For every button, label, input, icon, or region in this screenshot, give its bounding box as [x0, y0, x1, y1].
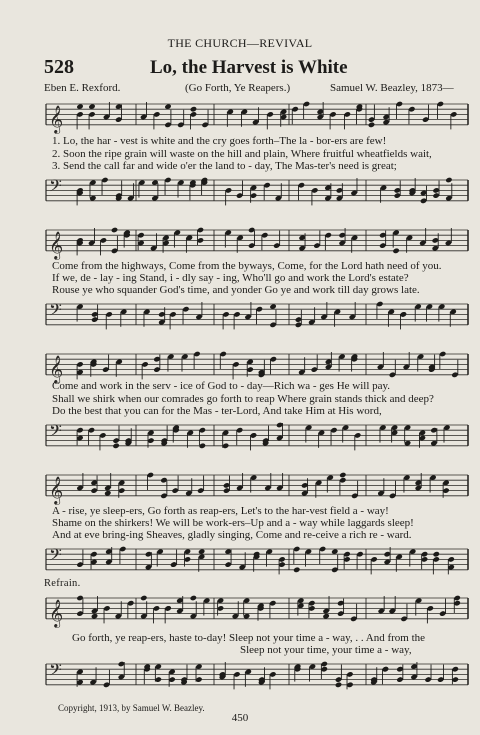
note — [201, 110, 208, 128]
note — [190, 595, 197, 620]
note — [153, 111, 160, 129]
note — [161, 426, 168, 447]
refrain-label: Refrain. — [44, 578, 81, 589]
note — [308, 600, 315, 618]
note — [389, 596, 396, 614]
note — [342, 424, 349, 442]
note — [389, 481, 396, 499]
note — [409, 548, 416, 566]
treble-staff — [44, 590, 472, 636]
note — [100, 237, 107, 255]
clef-icon: 𝄞 — [49, 598, 64, 627]
note — [101, 177, 108, 195]
note — [339, 472, 346, 495]
note — [351, 235, 358, 253]
note — [190, 106, 197, 129]
note — [153, 605, 160, 623]
note — [394, 181, 401, 199]
note — [379, 231, 386, 249]
note — [370, 667, 377, 685]
note — [315, 480, 322, 498]
note — [253, 551, 260, 572]
note — [432, 181, 439, 199]
note — [252, 107, 259, 125]
note — [442, 480, 449, 498]
note — [250, 474, 257, 492]
note — [233, 671, 240, 689]
lyric-line: Shame on the shirkers! We will be work-ers–Up and a - way while laggards sleep! — [52, 517, 414, 529]
note — [198, 548, 205, 571]
note — [88, 427, 95, 445]
note — [256, 306, 263, 324]
note — [419, 228, 426, 246]
note — [453, 595, 460, 613]
note — [138, 179, 145, 197]
note — [239, 552, 246, 570]
bass-staff — [44, 296, 472, 342]
note — [147, 430, 154, 448]
note — [115, 181, 122, 202]
note — [76, 187, 83, 205]
note — [445, 177, 452, 202]
note — [137, 232, 144, 250]
note — [219, 662, 226, 680]
note — [334, 309, 341, 327]
note — [160, 477, 167, 499]
note — [267, 111, 274, 129]
note — [319, 546, 326, 564]
note — [415, 597, 422, 615]
bass-staff — [44, 417, 472, 463]
note — [350, 604, 357, 622]
note — [305, 424, 312, 442]
note — [438, 303, 445, 321]
lyric-line: Sleep not your time, your time a - way, — [240, 644, 412, 656]
note — [169, 311, 176, 329]
note — [203, 597, 210, 615]
note — [389, 360, 396, 378]
note — [185, 478, 192, 496]
clef-icon: 𝄢 — [49, 544, 62, 569]
note — [222, 311, 229, 329]
note — [153, 355, 160, 373]
note — [222, 430, 229, 449]
note — [346, 671, 353, 689]
note — [410, 662, 417, 680]
bass-staff — [44, 656, 472, 702]
note — [140, 102, 147, 120]
note — [420, 186, 427, 204]
note — [313, 231, 320, 249]
note — [309, 663, 316, 681]
note — [384, 547, 391, 565]
lyric-line: Do the best that you can for the Mas - ter-Lord, And take Him at His word, — [52, 405, 382, 417]
note — [76, 303, 83, 321]
note — [269, 671, 276, 689]
note — [298, 182, 305, 200]
note — [112, 426, 119, 449]
note — [311, 355, 318, 373]
note — [187, 430, 194, 448]
note — [225, 187, 232, 205]
note — [449, 309, 456, 327]
note — [90, 359, 97, 377]
note — [224, 548, 231, 567]
note — [123, 229, 130, 247]
note — [195, 663, 202, 682]
lyric-line: Rouse ye who squander God's time, and yonder Go ye and work till day grows late. — [52, 284, 420, 296]
note — [324, 183, 331, 201]
note — [164, 177, 171, 195]
note — [91, 596, 98, 619]
note — [118, 480, 125, 498]
note — [115, 601, 122, 619]
note — [451, 360, 458, 378]
clef-icon: 𝄢 — [49, 420, 62, 445]
note — [76, 103, 83, 129]
note — [392, 229, 399, 254]
clef-icon: 𝄢 — [49, 659, 62, 684]
note — [433, 551, 440, 574]
note — [331, 548, 338, 573]
note — [275, 183, 282, 201]
note — [103, 605, 110, 623]
note — [270, 356, 277, 374]
note — [269, 600, 276, 618]
note — [174, 229, 181, 247]
note — [335, 665, 342, 688]
hymn-title: Lo, the Harvest is White — [150, 57, 348, 78]
note — [244, 302, 251, 320]
note — [119, 546, 126, 564]
note — [88, 103, 95, 129]
lyric-line: 2. Soon the ripe grain will waste on the hill and plain, Where fruitful wheatfields wait, — [52, 148, 432, 160]
note — [382, 666, 389, 684]
note — [428, 355, 435, 373]
note — [263, 182, 270, 200]
note — [439, 599, 446, 617]
note — [197, 476, 204, 494]
note — [276, 422, 283, 441]
note — [368, 105, 375, 128]
lyric-line: Go forth, ye reap-ers, haste to-day! Sleep not your time a - way, . . And from the — [72, 632, 426, 644]
lyric-line: If we, de - lay - ing Stand, i - dly say - ing, Who'll go and work the Lord's estate? — [52, 272, 409, 284]
note — [430, 427, 437, 446]
note — [141, 361, 148, 379]
clef-icon: 𝄞 — [49, 354, 64, 383]
note — [338, 353, 345, 371]
note — [424, 665, 431, 683]
note — [443, 424, 450, 442]
note — [325, 232, 332, 250]
page-number: 450 — [231, 712, 249, 724]
note — [177, 110, 184, 128]
note — [102, 355, 109, 373]
note — [396, 101, 403, 119]
note — [356, 551, 363, 569]
note — [156, 548, 163, 566]
note — [349, 302, 356, 320]
note — [76, 361, 83, 379]
note — [250, 185, 257, 203]
note — [269, 303, 276, 328]
note — [337, 599, 344, 617]
note — [266, 548, 273, 566]
note — [318, 430, 325, 448]
note — [280, 109, 287, 127]
note — [370, 556, 377, 574]
note — [250, 432, 257, 450]
note — [378, 596, 385, 614]
note — [329, 111, 336, 129]
note — [76, 669, 83, 687]
note — [437, 101, 444, 119]
note — [232, 361, 239, 379]
note — [236, 427, 243, 445]
note — [233, 311, 240, 329]
note — [147, 472, 154, 490]
note — [409, 178, 416, 196]
lyric-line: A - rise, ye sleep-ers, Go forth as reap-ers, Let's to the har-vest field a - way! — [52, 505, 389, 517]
note — [115, 359, 122, 377]
note — [264, 473, 271, 491]
note — [143, 309, 150, 327]
note — [76, 427, 83, 445]
note — [311, 187, 318, 205]
note — [241, 109, 248, 127]
note — [295, 310, 302, 328]
bass-staff — [44, 541, 472, 581]
note — [189, 179, 196, 200]
note — [298, 233, 305, 251]
lyric-line: Come from the highways, Come from the byways, Come, for the Lord hath need of you. — [52, 260, 442, 272]
note — [115, 103, 122, 122]
note — [103, 102, 110, 120]
note — [426, 303, 433, 321]
note — [422, 105, 429, 123]
note — [380, 185, 387, 203]
note — [261, 232, 268, 250]
note — [330, 427, 337, 445]
note — [377, 478, 384, 496]
note — [150, 233, 157, 251]
note — [120, 309, 127, 327]
note — [236, 181, 243, 199]
note — [232, 601, 239, 619]
note — [403, 352, 410, 370]
note — [301, 478, 308, 496]
note — [344, 111, 351, 129]
note — [193, 351, 200, 369]
note — [76, 595, 83, 617]
note — [105, 547, 112, 565]
note — [104, 473, 111, 496]
note — [181, 353, 188, 371]
note — [400, 311, 407, 329]
note — [248, 227, 255, 249]
note — [258, 667, 265, 685]
note — [439, 351, 446, 369]
note — [172, 424, 179, 442]
note — [182, 306, 189, 324]
note — [90, 476, 97, 494]
clef-icon: 𝄞 — [49, 104, 64, 133]
lyric-line: And at eve bring-ing Sheaves, gladly singing, Come and re-ceive a rich re - ward. — [52, 529, 412, 541]
note — [297, 597, 304, 615]
note — [427, 605, 434, 623]
note — [448, 556, 455, 574]
note — [303, 101, 310, 119]
note — [167, 353, 174, 371]
note — [76, 473, 83, 491]
note — [184, 548, 191, 566]
note — [201, 177, 208, 195]
tune-name: (Go Forth, Ye Reapers.) — [185, 82, 291, 94]
bass-staff — [44, 172, 472, 218]
note — [376, 301, 383, 319]
note — [273, 231, 280, 249]
note — [305, 548, 312, 566]
note — [164, 103, 171, 128]
section-heading: THE CHURCH—REVIVAL — [167, 36, 313, 50]
note — [400, 604, 407, 622]
note — [377, 352, 384, 370]
note — [186, 235, 193, 253]
note — [351, 353, 358, 371]
note — [177, 179, 184, 197]
note — [180, 665, 187, 686]
note — [406, 235, 413, 253]
note — [350, 178, 357, 196]
note — [88, 228, 95, 246]
note — [408, 106, 415, 124]
note — [382, 107, 389, 125]
note — [429, 474, 436, 492]
note — [327, 474, 334, 492]
note — [379, 424, 386, 442]
note — [417, 353, 424, 371]
note — [199, 427, 206, 449]
note — [298, 357, 305, 375]
note — [432, 233, 439, 251]
note — [76, 550, 83, 568]
note — [421, 551, 428, 569]
note — [164, 605, 171, 623]
note — [391, 424, 398, 442]
note — [145, 551, 152, 570]
clef-icon: 𝄞 — [49, 475, 64, 504]
note — [158, 307, 165, 325]
note — [162, 235, 169, 253]
clef-icon: 𝄢 — [49, 299, 62, 324]
clef-icon: 𝄢 — [49, 175, 62, 200]
lyric-line: 3. Send the call far and wide o'er the land to - day, The Mas-ter's need is great; — [52, 160, 397, 172]
note — [143, 663, 150, 684]
note — [343, 551, 350, 569]
note — [262, 426, 269, 447]
note — [356, 103, 363, 124]
note — [170, 550, 177, 568]
note — [317, 102, 324, 120]
note — [195, 302, 202, 320]
note — [403, 474, 410, 492]
note — [236, 473, 243, 491]
note — [414, 303, 421, 321]
note — [89, 667, 96, 685]
note — [415, 473, 422, 491]
note — [105, 311, 112, 329]
note — [396, 554, 403, 572]
composer-credit: Samuel W. Beazley, 1873— — [330, 82, 454, 94]
note — [217, 597, 224, 615]
note — [321, 661, 328, 679]
note — [294, 663, 301, 681]
note — [223, 476, 230, 494]
note — [419, 430, 426, 448]
note — [168, 669, 175, 687]
note — [338, 228, 345, 246]
note — [245, 669, 252, 687]
note — [445, 228, 452, 246]
clef-icon: 𝄞 — [49, 230, 64, 259]
note — [276, 473, 283, 491]
note — [176, 596, 183, 614]
note — [103, 670, 110, 688]
note — [246, 359, 253, 377]
note — [99, 432, 106, 450]
note — [91, 305, 98, 323]
lyric-line: Shall we shirk when our comrades go forth to reap Where grain stands thick and deep? — [52, 393, 434, 405]
note — [452, 666, 459, 684]
lyric-line: Come and work in the serv - ice of God to - day—Rich wa - ges He will pay. — [52, 380, 391, 392]
note — [322, 596, 329, 619]
lyric-line: 1. Lo, the har - vest is white and the cry goes forth–The la - bor-ers are few! — [52, 135, 387, 147]
note — [291, 106, 298, 124]
note — [308, 307, 315, 325]
note — [220, 351, 227, 369]
note — [354, 432, 361, 450]
note — [450, 111, 457, 129]
author-credit: Eben E. Rexford. — [44, 82, 121, 94]
note — [225, 229, 232, 247]
note — [197, 227, 204, 245]
note — [257, 603, 264, 621]
note — [125, 428, 132, 446]
note — [325, 352, 332, 370]
note — [127, 183, 134, 201]
note — [127, 600, 134, 618]
copyright-notice: Copyright, 1913, by Samuel W. Beazley. — [58, 703, 205, 713]
note — [396, 665, 403, 683]
note — [388, 309, 395, 327]
note — [76, 237, 83, 255]
note — [171, 476, 178, 494]
hymn-number: 528 — [44, 56, 74, 78]
note — [437, 665, 444, 683]
note — [278, 556, 285, 574]
note — [118, 661, 125, 680]
note — [155, 663, 162, 682]
note — [336, 183, 343, 201]
note — [258, 360, 265, 378]
note — [351, 481, 358, 499]
note — [90, 551, 97, 569]
note — [320, 302, 327, 320]
note — [140, 595, 147, 620]
note — [227, 109, 234, 127]
note — [236, 235, 243, 253]
